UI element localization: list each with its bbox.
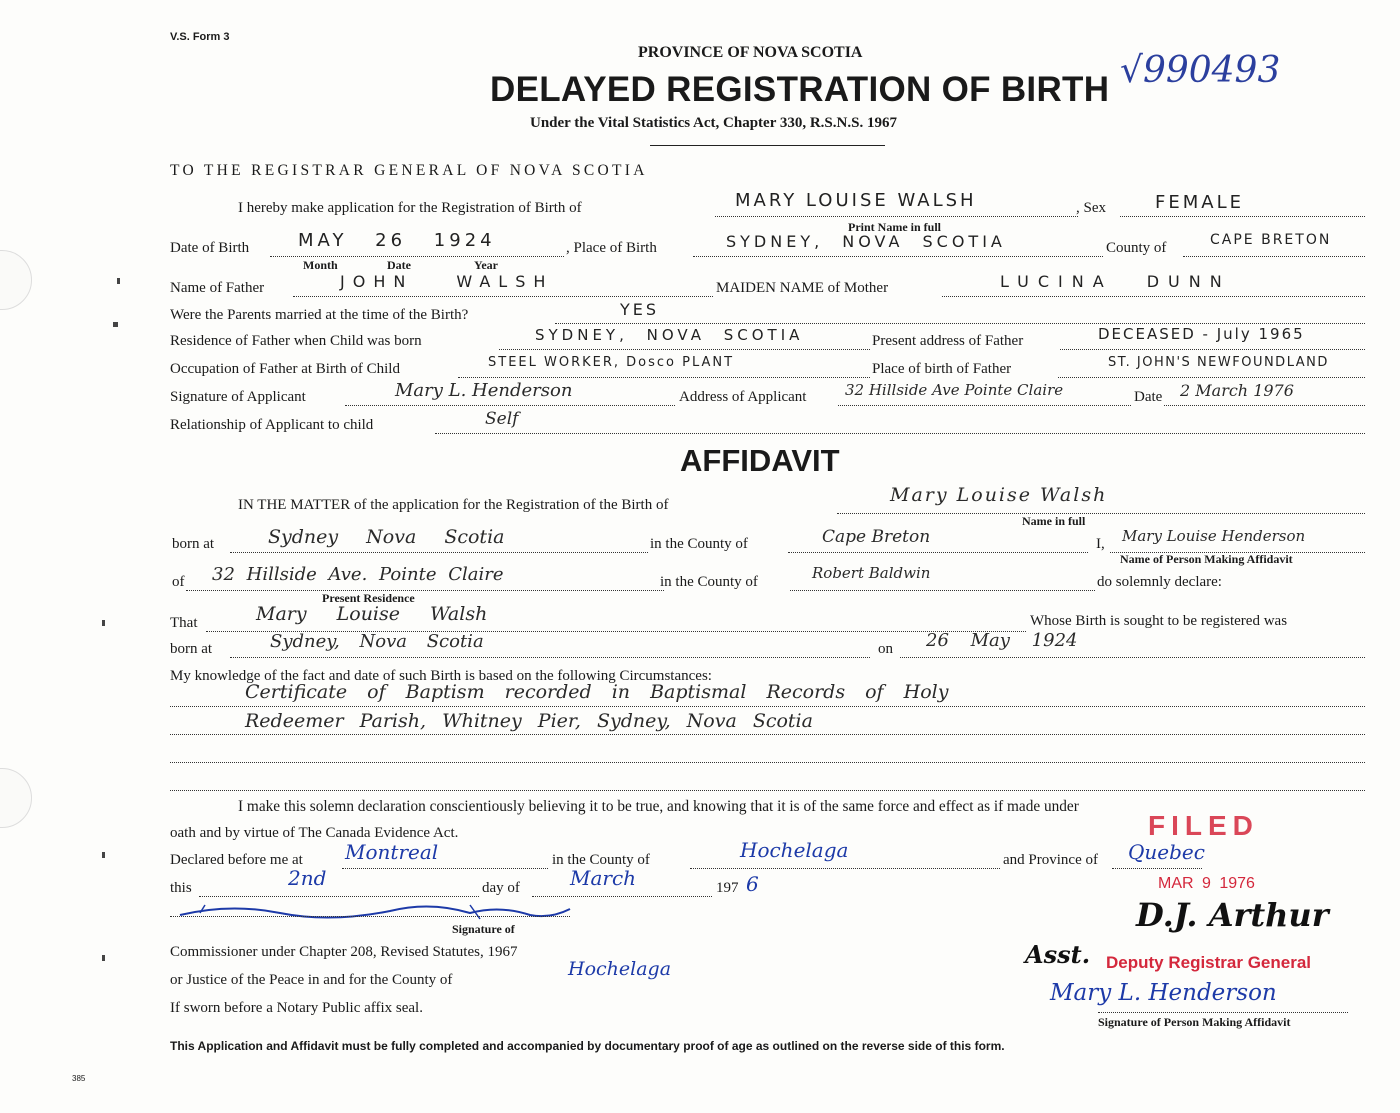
- applicant-address-value[interactable]: 32 Hillside Ave Pointe Claire: [845, 381, 1064, 399]
- punch-hole-bottom: [0, 768, 32, 828]
- sex-value[interactable]: FEMALE: [1155, 192, 1244, 213]
- i-value[interactable]: Mary Louise Henderson: [1122, 527, 1306, 545]
- declared-label: Declared before me at: [170, 852, 303, 868]
- filed-stamp: FILED: [1148, 810, 1259, 841]
- form-title: DELAYED REGISTRATION OF BIRTH: [490, 70, 1110, 109]
- in-the-county-value[interactable]: Hochelaga: [740, 838, 849, 862]
- father-value[interactable]: JOHN WALSH: [340, 272, 554, 291]
- circumstance-line-1: [170, 706, 1365, 707]
- day-value[interactable]: March: [570, 866, 637, 890]
- county-value[interactable]: CAPE BRETON: [1210, 232, 1332, 248]
- margin-mark: [113, 322, 118, 327]
- married-value[interactable]: YES: [620, 300, 660, 319]
- that-value[interactable]: Mary Louise Walsh: [256, 603, 488, 625]
- in-county-line: [788, 552, 1088, 553]
- on-value[interactable]: 26 May 1924: [926, 630, 1078, 651]
- circumstance-2[interactable]: Redeemer Parish, Whitney Pier, Sydney, Nova Scotia: [245, 710, 813, 732]
- of-value[interactable]: 32 Hillside Ave. Pointe Claire: [212, 564, 504, 585]
- this-value[interactable]: 2nd: [288, 866, 327, 890]
- name-full-caption: Name in full: [1022, 514, 1086, 528]
- occupation-line: [458, 377, 870, 378]
- county2-label: in the County of: [660, 574, 758, 590]
- date-label: Date: [1134, 389, 1163, 405]
- father-label: Name of Father: [170, 280, 265, 296]
- present-address-label: Present address of Father: [872, 333, 1024, 349]
- county2-line: [790, 590, 1095, 591]
- relationship-line: [435, 433, 1365, 434]
- form-id: V.S. Form 3: [170, 31, 230, 43]
- date-line: [1164, 405, 1365, 406]
- occupation-value[interactable]: STEEL WORKER, Dosco PLANT: [488, 355, 735, 370]
- signature-label: Signature of Applicant: [170, 389, 306, 405]
- affiant-signature[interactable]: Mary L. Henderson: [1050, 980, 1277, 1006]
- sig-of-caption: Signature of: [452, 922, 515, 936]
- residence-caption: Present Residence: [322, 591, 415, 605]
- born-at2-value[interactable]: Sydney, Nova Scotia: [270, 631, 484, 652]
- born-at2-label: born at: [170, 641, 213, 657]
- pob-label: , Place of Birth: [566, 240, 657, 256]
- father-birthplace-label: Place of birth of Father: [872, 361, 1012, 377]
- this-label: this: [170, 880, 192, 896]
- mother-value[interactable]: LUCINA DUNN: [1000, 272, 1231, 291]
- sex-line: [1120, 216, 1365, 217]
- county2-value[interactable]: Robert Baldwin: [812, 564, 931, 582]
- year-value[interactable]: 6: [746, 872, 759, 896]
- married-label: Were the Parents married at the time of the Birth?: [170, 307, 469, 323]
- dob-label: Date of Birth: [170, 240, 250, 256]
- filed-date: MAR 9 1976: [1158, 875, 1255, 892]
- person-caption: Name of Person Making Affidavit: [1120, 552, 1293, 566]
- commissioner-sign-line: [170, 916, 570, 917]
- pob-value[interactable]: SYDNEY, NOVA SCOTIA: [726, 232, 1006, 251]
- born-at-value[interactable]: Sydney Nova Scotia: [268, 526, 505, 548]
- name-line: [715, 216, 1078, 217]
- dob-date-caption: Date: [387, 258, 411, 272]
- matter-line: [837, 513, 1365, 514]
- in-county-label: in the County of: [650, 536, 748, 552]
- addressee: TO THE REGISTRAR GENERAL OF NOVA SCOTIA: [170, 162, 648, 179]
- occupation-label: Occupation of Father at Birth of Child: [170, 361, 400, 377]
- affidavit-heading: AFFIDAVIT: [680, 443, 840, 478]
- father-birthplace-value[interactable]: ST. JOHN'S NEWFOUNDLAND: [1108, 355, 1329, 370]
- province-line: [1112, 868, 1202, 869]
- province-label: and Province of: [1003, 852, 1098, 868]
- year-prefix: 197: [716, 880, 739, 896]
- signature-line: [345, 405, 675, 406]
- margin-mark: [102, 852, 105, 858]
- intro-label: I hereby make application for the Registration of Birth of: [238, 200, 582, 216]
- of-label: of: [172, 574, 185, 590]
- born-at-label: born at: [172, 536, 215, 552]
- affiant-caption: Signature of Person Making Affidavit: [1098, 1015, 1291, 1029]
- province-value[interactable]: Quebec: [1128, 840, 1205, 864]
- in-the-county-line: [690, 868, 1000, 869]
- whose-label: Whose Birth is sought to be registered was: [1030, 613, 1288, 629]
- margin-mark: [102, 955, 105, 961]
- declare-label: do solemnly declare:: [1097, 574, 1222, 590]
- matter-value[interactable]: Mary Louise Walsh: [890, 484, 1108, 506]
- circumstance-line-2: [170, 734, 1365, 735]
- county-line: [1183, 256, 1365, 257]
- of-line: [186, 590, 664, 591]
- residence-value[interactable]: SYDNEY, NOVA SCOTIA: [535, 326, 804, 344]
- on-line: [900, 657, 1365, 658]
- commissioner-text: Commissioner under Chapter 208, Revised Statutes, 1967: [170, 944, 518, 960]
- matter-label: IN THE MATTER of the application for the Registration of the Birth of: [238, 497, 669, 513]
- dob-line: [270, 256, 564, 257]
- date-value[interactable]: 2 March 1976: [1180, 381, 1294, 400]
- dob-month-caption: Month: [303, 258, 338, 272]
- print-code: 385: [72, 1074, 86, 1083]
- asst-mark: Asst.: [1025, 940, 1091, 969]
- residence-label: Residence of Father when Child was born: [170, 333, 422, 349]
- justice-value[interactable]: Hochelaga: [568, 958, 672, 980]
- married-line: [555, 323, 1365, 324]
- father-line: [293, 296, 713, 297]
- i-label: I,: [1096, 536, 1105, 552]
- affiant-sign-line: [1098, 1012, 1348, 1013]
- declared-value[interactable]: Montreal: [345, 840, 439, 864]
- solemn-line-2: oath and by virtue of The Canada Evidence Act.: [170, 825, 459, 841]
- commissioner-signature: [170, 895, 580, 925]
- header-rule: [650, 145, 885, 146]
- applicant-address-line: [838, 405, 1131, 406]
- applicant-address-label: Address of Applicant: [679, 389, 807, 405]
- relationship-value[interactable]: Self: [485, 409, 519, 429]
- circumstance-line-4: [170, 790, 1365, 791]
- in-county-value[interactable]: Cape Breton: [822, 527, 931, 547]
- on-label: on: [878, 641, 893, 657]
- name-caption: Print Name in full: [848, 220, 941, 234]
- in-the-county-label: in the County of: [552, 852, 650, 868]
- present-address-value[interactable]: DECEASED - July 1965: [1098, 325, 1305, 343]
- day-label: day of: [482, 880, 520, 896]
- child-name-value[interactable]: MARY LOUISE WALSH: [735, 190, 977, 211]
- born-at2-line: [230, 657, 870, 658]
- residence-line: [499, 349, 870, 350]
- mother-line: [942, 296, 1365, 297]
- circumstance-1[interactable]: Certificate of Baptism recorded in Baptismal Records of Holy: [245, 681, 949, 703]
- registrar-title: Deputy Registrar General: [1106, 953, 1312, 972]
- dob-value[interactable]: MAY 26 1924: [298, 230, 496, 251]
- punch-hole-top: [0, 250, 32, 310]
- declared-line: [342, 868, 548, 869]
- mother-label: MAIDEN NAME of Mother: [716, 280, 889, 296]
- margin-mark: [102, 620, 105, 626]
- footer-notice: This Application and Affidavit must be fully completed and accompanied by documentary proof of age as outlined on the reverse side of this form.: [170, 1039, 1005, 1053]
- form-subtitle: Under the Vital Statistics Act, Chapter 330, R.S.N.S. 1967: [530, 115, 897, 131]
- born-at-line: [230, 552, 648, 553]
- signature-value[interactable]: Mary L. Henderson: [395, 380, 573, 401]
- file-number: √990493: [1120, 50, 1281, 91]
- relationship-label: Relationship of Applicant to child: [170, 417, 374, 433]
- justice-text: or Justice of the Peace in and for the County of: [170, 972, 453, 988]
- that-label: That: [170, 615, 198, 631]
- county-label: County of: [1106, 240, 1167, 256]
- sex-label: , Sex: [1076, 200, 1106, 216]
- margin-mark: [117, 278, 120, 284]
- circumstance-line-3: [170, 762, 1365, 763]
- solemn-line-1: I make this solemn declaration conscientiously believing it to be true, and knowing that it is of the same force and effect as if made under: [238, 798, 1079, 815]
- pob-line: [693, 256, 1103, 257]
- dob-year-caption: Year: [474, 258, 498, 272]
- father-birthplace-line: [1058, 377, 1365, 378]
- province-heading: PROVINCE OF NOVA SCOTIA: [638, 44, 863, 61]
- knowledge-label: My knowledge of the fact and date of such Birth is based on the following Circumstances:: [170, 668, 712, 684]
- registrar-signature: D.J. Arthur: [1136, 896, 1329, 934]
- notary-text: If sworn before a Notary Public affix seal.: [170, 1000, 423, 1016]
- present-address-line: [1060, 349, 1365, 350]
